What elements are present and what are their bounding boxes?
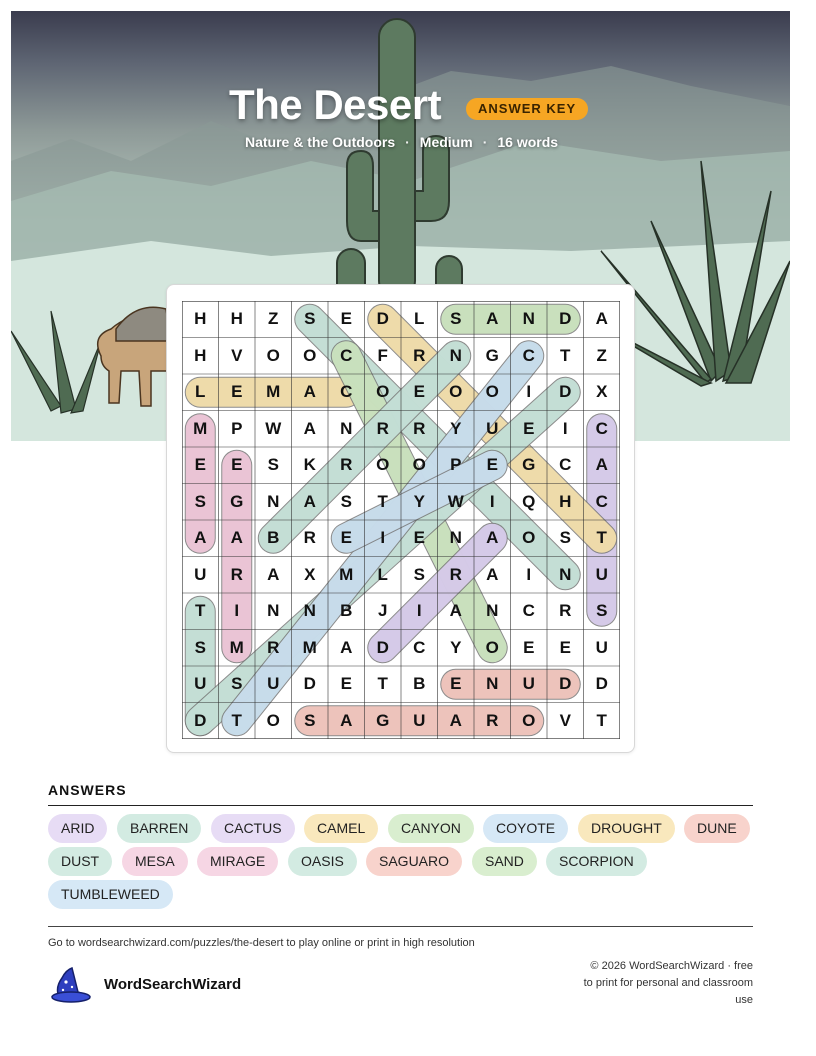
grid-cell[interactable]: C bbox=[413, 637, 426, 657]
grid-cell[interactable]: A bbox=[595, 309, 608, 329]
puzzle-meta bbox=[245, 134, 558, 150]
grid-cell[interactable]: W bbox=[265, 418, 282, 438]
grid-cell[interactable]: T bbox=[377, 491, 388, 511]
grid-cell[interactable]: K bbox=[303, 455, 316, 475]
answers-heading: ANSWERS bbox=[48, 782, 127, 798]
grid-cell[interactable]: O bbox=[485, 637, 499, 657]
grid-cell[interactable]: O bbox=[376, 455, 390, 475]
grid-cell[interactable]: R bbox=[413, 418, 426, 438]
puzzle-grid bbox=[182, 301, 620, 739]
saguaro-icon bbox=[337, 19, 462, 309]
grid-cell[interactable]: B bbox=[413, 674, 426, 694]
page-title: The Desert bbox=[229, 81, 442, 128]
grid-cell[interactable]: E bbox=[450, 674, 462, 694]
grid-cell[interactable]: I bbox=[234, 601, 240, 621]
grid-cell[interactable]: M bbox=[266, 382, 281, 402]
grid-cell[interactable]: W bbox=[447, 491, 464, 511]
grid-cell[interactable]: O bbox=[522, 528, 536, 548]
grid-cell[interactable]: T bbox=[596, 528, 607, 548]
answer-chip: CAMEL bbox=[304, 814, 378, 843]
brand-name: WordSearchWizard bbox=[104, 975, 242, 993]
answer-chip: CACTUS bbox=[211, 814, 295, 843]
grid-cell[interactable]: S bbox=[267, 455, 279, 475]
grid-cell[interactable]: A bbox=[340, 710, 353, 730]
grid-cell[interactable]: I bbox=[380, 528, 386, 548]
grid-cell[interactable]: A bbox=[449, 601, 462, 621]
grid-cell[interactable]: T bbox=[377, 674, 388, 694]
grid-cell[interactable]: P bbox=[231, 418, 243, 438]
grid-cell[interactable]: E bbox=[340, 528, 352, 548]
grid-cell[interactable]: D bbox=[559, 674, 572, 694]
grid-cell[interactable]: T bbox=[231, 710, 242, 730]
grid-cell[interactable]: M bbox=[193, 418, 208, 438]
grid-cell[interactable]: A bbox=[595, 455, 608, 475]
grid-cell[interactable]: C bbox=[559, 455, 572, 475]
grid-cell[interactable]: E bbox=[413, 382, 425, 402]
grid-cell[interactable]: E bbox=[559, 637, 571, 657]
grid-cell[interactable]: U bbox=[194, 564, 207, 584]
answer-chip: COYOTE bbox=[483, 814, 568, 843]
grid-cell[interactable]: U bbox=[486, 418, 499, 438]
grid-cell[interactable]: A bbox=[340, 637, 353, 657]
grid-cell[interactable]: S bbox=[194, 491, 206, 511]
grid-cell[interactable]: O bbox=[412, 455, 426, 475]
grid-cell[interactable]: E bbox=[231, 455, 243, 475]
grid-cell[interactable]: E bbox=[486, 455, 498, 475]
grid-cell[interactable]: R bbox=[340, 455, 353, 475]
grid-cell[interactable]: A bbox=[303, 491, 316, 511]
grid-cell[interactable]: C bbox=[595, 418, 608, 438]
answer-chip: SAGUARO bbox=[366, 847, 462, 876]
answer-chip: DROUGHT bbox=[578, 814, 675, 843]
grid-cell[interactable]: T bbox=[195, 601, 206, 621]
grid-cell[interactable]: T bbox=[596, 710, 607, 730]
grid-cell[interactable]: S bbox=[304, 309, 316, 329]
grid-cell[interactable]: V bbox=[559, 710, 571, 730]
separator-dot: · bbox=[405, 134, 410, 150]
grid-cell[interactable]: S bbox=[194, 637, 206, 657]
grid-cell[interactable]: D bbox=[376, 309, 389, 329]
grid-cell[interactable]: A bbox=[486, 309, 499, 329]
grid-cell[interactable]: Y bbox=[413, 491, 425, 511]
wizard-hat-icon bbox=[48, 964, 92, 1004]
grid-cell[interactable]: M bbox=[302, 637, 317, 657]
grid-cell[interactable]: S bbox=[231, 674, 243, 694]
grid-cell[interactable]: C bbox=[522, 345, 535, 365]
answer-chip: CANYON bbox=[388, 814, 474, 843]
grid-cell[interactable]: N bbox=[267, 601, 280, 621]
grid-cell[interactable]: N bbox=[486, 674, 499, 694]
grid-cell[interactable]: I bbox=[526, 382, 532, 402]
grid-cell[interactable]: F bbox=[377, 345, 388, 365]
grid-cell[interactable]: N bbox=[267, 491, 280, 511]
grid-cell[interactable]: A bbox=[194, 528, 207, 548]
grid-cell[interactable]: I bbox=[562, 418, 568, 438]
grid-cell[interactable]: O bbox=[522, 710, 536, 730]
grid-cell[interactable]: C bbox=[595, 491, 608, 511]
grid-cell[interactable]: O bbox=[376, 382, 390, 402]
answer-chip: ARID bbox=[48, 814, 107, 843]
grid-cell[interactable]: N bbox=[340, 418, 353, 438]
grid-cell[interactable]: C bbox=[340, 345, 353, 365]
answer-chip: BARREN bbox=[117, 814, 201, 843]
grid-cell[interactable]: G bbox=[230, 491, 244, 511]
answer-chip: DUST bbox=[48, 847, 112, 876]
play-online-link[interactable]: Go to wordsearchwizard.com/puzzles/the-desert to play online or print in high resolution bbox=[48, 937, 475, 949]
answer-chip: TUMBLEWEED bbox=[48, 880, 173, 909]
grid-cell[interactable]: H bbox=[194, 345, 207, 365]
grid-cell[interactable]: Z bbox=[268, 309, 279, 329]
divider bbox=[48, 805, 753, 806]
grid-cell[interactable]: D bbox=[376, 637, 389, 657]
grid-cell[interactable]: Y bbox=[450, 418, 462, 438]
grid-cell[interactable]: C bbox=[522, 601, 535, 621]
puzzle-grid-card bbox=[166, 284, 635, 753]
grid-cell[interactable]: M bbox=[229, 637, 244, 657]
grid-cell[interactable]: Y bbox=[450, 637, 462, 657]
grid-cell[interactable]: S bbox=[559, 528, 571, 548]
grid-cell[interactable]: E bbox=[340, 674, 352, 694]
grid-cell[interactable]: N bbox=[449, 528, 462, 548]
grid-cell[interactable]: I bbox=[416, 601, 422, 621]
grid-cell[interactable]: I bbox=[489, 491, 495, 511]
grid-cell[interactable]: H bbox=[559, 491, 572, 511]
grid-cell[interactable]: T bbox=[560, 345, 571, 365]
grid-cell[interactable]: R bbox=[413, 345, 426, 365]
grid-cell[interactable]: N bbox=[449, 345, 462, 365]
grid-cell[interactable]: N bbox=[559, 564, 572, 584]
grid-cell[interactable]: N bbox=[303, 601, 316, 621]
grid-cell[interactable]: R bbox=[559, 601, 572, 621]
divider bbox=[48, 926, 753, 927]
grid-cell[interactable]: E bbox=[523, 418, 535, 438]
grid-cell[interactable]: O bbox=[449, 382, 463, 402]
answer-chip: SCORPION bbox=[546, 847, 647, 876]
grid-cell[interactable]: S bbox=[304, 710, 316, 730]
grid-cell[interactable]: M bbox=[339, 564, 354, 584]
grid-cell[interactable]: A bbox=[449, 710, 462, 730]
word-count-label: 16 words bbox=[497, 134, 559, 150]
grid-cell[interactable]: U bbox=[595, 637, 608, 657]
answer-chip: MESA bbox=[122, 847, 188, 876]
copyright-notice: © 2026 WordSearchWizard · free to print for personal and classroom use bbox=[583, 960, 753, 1006]
grid-cell[interactable]: D bbox=[559, 382, 572, 402]
grid-cell[interactable]: S bbox=[340, 491, 352, 511]
grid-cell[interactable]: X bbox=[596, 382, 608, 402]
grid-cell[interactable]: D bbox=[303, 674, 316, 694]
grid-cell[interactable]: O bbox=[303, 345, 317, 365]
grid-cell[interactable]: U bbox=[267, 674, 280, 694]
grid-cell[interactable]: A bbox=[486, 564, 499, 584]
grid-cell[interactable]: I bbox=[526, 564, 532, 584]
grid-cell[interactable]: A bbox=[486, 528, 499, 548]
grid-cell[interactable]: C bbox=[340, 382, 353, 402]
grid-cell[interactable]: E bbox=[413, 528, 425, 548]
grid-cell[interactable]: Q bbox=[522, 491, 536, 511]
grid-cell[interactable]: R bbox=[486, 710, 499, 730]
difficulty-label: Medium bbox=[419, 134, 473, 150]
grid-cell[interactable]: R bbox=[267, 637, 280, 657]
grid-cell[interactable]: H bbox=[194, 309, 207, 329]
grid-cell[interactable]: L bbox=[377, 564, 388, 584]
grid-cell[interactable]: P bbox=[450, 455, 462, 475]
grid-cell[interactable]: H bbox=[230, 309, 243, 329]
grid-cell[interactable]: B bbox=[267, 528, 280, 548]
category-label: Nature & the Outdoors bbox=[245, 134, 396, 150]
grid-cell[interactable]: A bbox=[303, 382, 316, 402]
separator-dot: · bbox=[482, 134, 488, 150]
grid-cell[interactable]: D bbox=[559, 309, 572, 329]
grid-cell[interactable]: N bbox=[486, 601, 499, 621]
grid-cell[interactable]: N bbox=[522, 309, 535, 329]
grid-cell[interactable]: S bbox=[413, 564, 425, 584]
grid-cell[interactable]: R bbox=[376, 418, 389, 438]
grid-cell[interactable]: R bbox=[230, 564, 243, 584]
grid-cell[interactable]: A bbox=[230, 528, 243, 548]
grid-cell[interactable]: A bbox=[267, 564, 280, 584]
grid-cell[interactable]: O bbox=[266, 345, 280, 365]
grid-cell[interactable]: E bbox=[231, 382, 243, 402]
grid-cell[interactable]: V bbox=[231, 345, 243, 365]
grid-cell[interactable]: E bbox=[194, 455, 206, 475]
grid-cell[interactable]: O bbox=[266, 710, 280, 730]
brand[interactable] bbox=[48, 964, 241, 1004]
grid-cell[interactable]: R bbox=[449, 564, 462, 584]
grid-cell[interactable]: Z bbox=[596, 345, 607, 365]
grid-cell[interactable]: X bbox=[304, 564, 316, 584]
grid-cell[interactable]: J bbox=[378, 601, 388, 621]
grid-cell[interactable]: G bbox=[376, 710, 390, 730]
grid-cell[interactable]: U bbox=[413, 710, 426, 730]
answer-chip: MIRAGE bbox=[197, 847, 278, 876]
grid-cell[interactable]: S bbox=[450, 309, 462, 329]
answer-chip: DUNE bbox=[684, 814, 750, 843]
grid-cell[interactable]: U bbox=[194, 674, 207, 694]
answer-chip: SAND bbox=[472, 847, 537, 876]
grid-cell[interactable]: G bbox=[522, 455, 536, 475]
answer-chip: OASIS bbox=[288, 847, 357, 876]
grid-cell[interactable]: G bbox=[485, 345, 499, 365]
grid-cell[interactable]: D bbox=[194, 710, 207, 730]
grid-cell[interactable]: B bbox=[340, 601, 353, 621]
grid-cell[interactable]: E bbox=[340, 309, 352, 329]
grid-cell[interactable]: L bbox=[414, 309, 425, 329]
answer-key-badge: ANSWER KEY bbox=[466, 98, 588, 120]
grid-cell[interactable]: S bbox=[596, 601, 608, 621]
grid-cell[interactable]: E bbox=[523, 637, 535, 657]
grid-cell[interactable]: R bbox=[303, 528, 316, 548]
grid-cell[interactable]: U bbox=[595, 564, 608, 584]
grid-cell[interactable]: L bbox=[195, 382, 206, 402]
grid-cell[interactable]: O bbox=[485, 382, 499, 402]
grid-cell[interactable]: U bbox=[522, 674, 535, 694]
grid-cell[interactable]: D bbox=[595, 674, 608, 694]
grid-cell[interactable]: A bbox=[303, 418, 316, 438]
